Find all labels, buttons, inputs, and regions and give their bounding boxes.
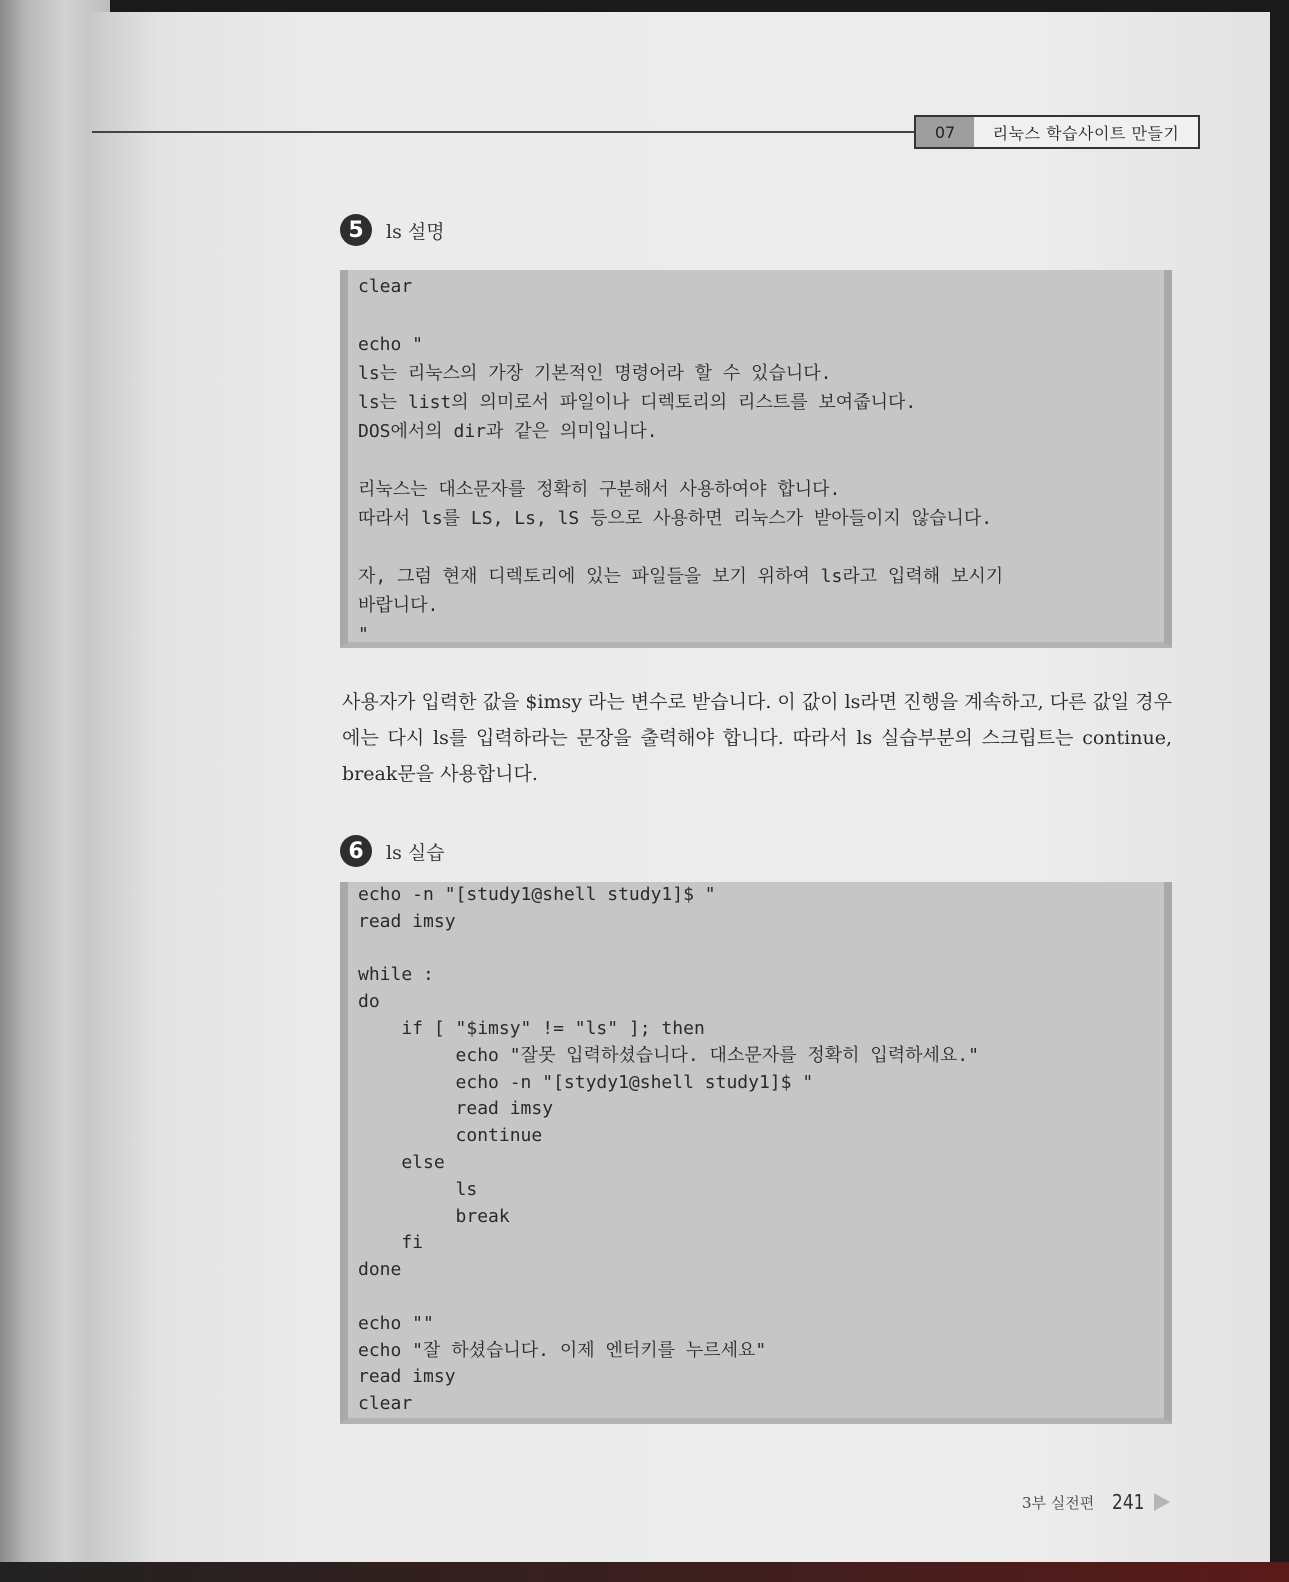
code-block-ls-practice <box>340 882 1172 1424</box>
section-6-heading <box>340 835 445 867</box>
body-paragraph: 사용자가 입력한 값을 $imsy 라는 변수로 받습니다. 이 값이 ls라면 진행을 계속하고, 다른 값일 경우에는 다시 ls를 입력하라는 문장을 출력해야 합니다. 따라서 ls 실습부분의 스크립트는 continue, break문을 사용합니다. <box>342 691 1172 785</box>
code-text: echo -n "[study1@shell study1]$ " read imsy while : do if [ "$imsy" != "ls" ]; then echo "잘못 입력하셨습니다. 대소문자를 정확히 입력하세요." echo -n "[stydy1@shell study1]$ " read imsy continue else ls break fi done echo "" echo "잘 하셨습니다. 이제 엔터키를 누르세요" read imsy clear <box>358 884 979 1415</box>
header-rule <box>92 131 914 133</box>
page-footer <box>1022 1490 1170 1514</box>
page-number: 241 <box>1112 1490 1145 1514</box>
section-title: ls 실습 <box>386 841 445 864</box>
code-text: clear echo " ls는 리눅스의 가장 기본적인 명령어라 할 수 있습니다. ls는 list의 의미로서 파일이나 디렉토리의 리스트를 보여줍니다. DOS에서의 dir과 같은 의미입니다. 리눅스는 대소문자를 정확히 구분해서 사용하여야 합니다. 따라서 ls를 LS, Ls, lS 등으로 사용하면 리눅스가 받아들이지 않습니다. 자, 그럼 현재 디렉토리에 있는 파일들을 보기 위하여 ls라고 입력해 보시기 바랍니다. " <box>358 276 1004 645</box>
section-number-badge: 5 <box>340 214 372 246</box>
section-5-heading <box>340 214 445 246</box>
section-number-badge: 6 <box>340 835 372 867</box>
next-arrow-icon <box>1154 1493 1170 1511</box>
footer-section-label: 3부 실전편 <box>1022 1493 1095 1512</box>
chapter-header <box>914 115 1200 149</box>
code-block-ls-explanation <box>340 270 1172 648</box>
chapter-title: 리눅스 학습사이트 만들기 <box>974 117 1198 147</box>
page-bottom-edge <box>0 1562 1289 1582</box>
chapter-number: 07 <box>916 117 974 147</box>
section-title: ls 설명 <box>386 220 445 243</box>
